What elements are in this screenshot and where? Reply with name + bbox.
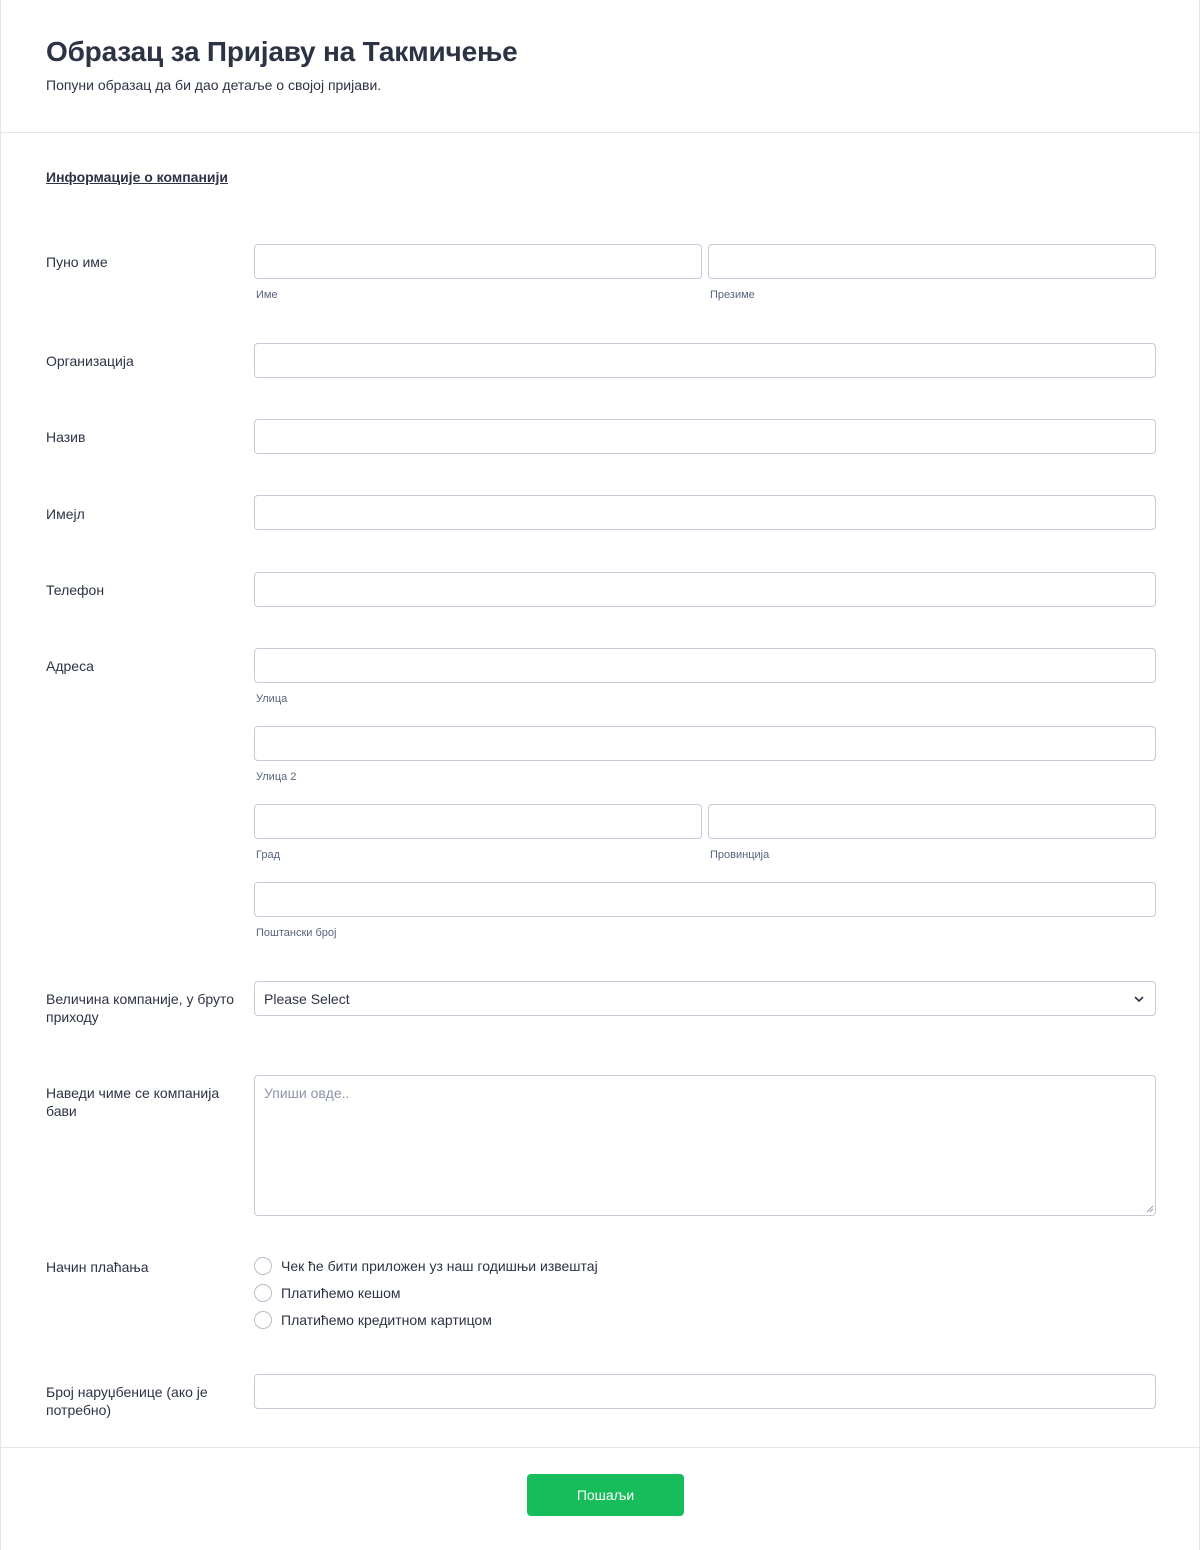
phone-input[interactable] (254, 572, 1156, 607)
first-name-sublabel: Име (256, 289, 278, 301)
title-label: Назив (46, 429, 86, 445)
page-subtitle: Попуни образац да би дао детаље о својој пријави. (46, 77, 382, 93)
company-size-selected: Please Select (264, 991, 350, 1007)
radio-button[interactable] (254, 1284, 272, 1302)
section-heading: Информације о компанији (46, 169, 229, 185)
city-sublabel: Град (256, 849, 280, 861)
organization-label: Организација (46, 353, 134, 369)
street2-sublabel: Улица 2 (256, 771, 297, 783)
address-label: Адреса (46, 658, 94, 674)
email-input[interactable] (254, 495, 1156, 530)
province-input[interactable] (708, 804, 1156, 839)
po-number-input[interactable] (254, 1374, 1156, 1409)
province-sublabel: Провинција (710, 849, 770, 861)
submit-button[interactable]: Пошаљи (527, 1474, 684, 1516)
last-name-sublabel: Презиме (710, 289, 755, 301)
street-input[interactable] (254, 648, 1156, 683)
po-number-label: Број наруџбенице (ако је потребно) (46, 1384, 208, 1418)
payment-option-label: Платићемо кешом (281, 1285, 401, 1301)
chevron-down-icon (1133, 993, 1145, 1005)
company-description-textarea[interactable] (254, 1075, 1156, 1216)
first-name-input[interactable] (254, 244, 702, 279)
company-size-select[interactable] (254, 981, 1156, 1016)
organization-input[interactable] (254, 343, 1156, 378)
form-header (1, 0, 1200, 133)
postal-code-sublabel: Поштански број (256, 927, 337, 939)
phone-label: Телефон (46, 582, 105, 598)
resize-handle-icon[interactable] (1144, 1203, 1154, 1213)
company-size-label: Величина компаније, у бруто приходу (46, 991, 235, 1025)
email-label: Имејл (46, 506, 85, 522)
page-title: Образац за Пријаву на Такмичење (46, 36, 518, 67)
street-sublabel: Улица (256, 693, 288, 705)
title-input[interactable] (254, 419, 1156, 454)
radio-button[interactable] (254, 1311, 272, 1329)
company-description-label: Наведи чиме се компанија бави (46, 1085, 220, 1119)
full-name-label: Пуно име (46, 254, 108, 270)
street2-input[interactable] (254, 726, 1156, 761)
payment-label: Начин плаћања (46, 1259, 149, 1275)
radio-button[interactable] (254, 1257, 272, 1275)
payment-option-label: Чек ће бити приложен уз наш годишњи извештај (281, 1258, 598, 1274)
city-input[interactable] (254, 804, 702, 839)
postal-code-input[interactable] (254, 882, 1156, 917)
last-name-input[interactable] (708, 244, 1156, 279)
payment-option-label: Платићемо кредитном картицом (281, 1312, 492, 1328)
